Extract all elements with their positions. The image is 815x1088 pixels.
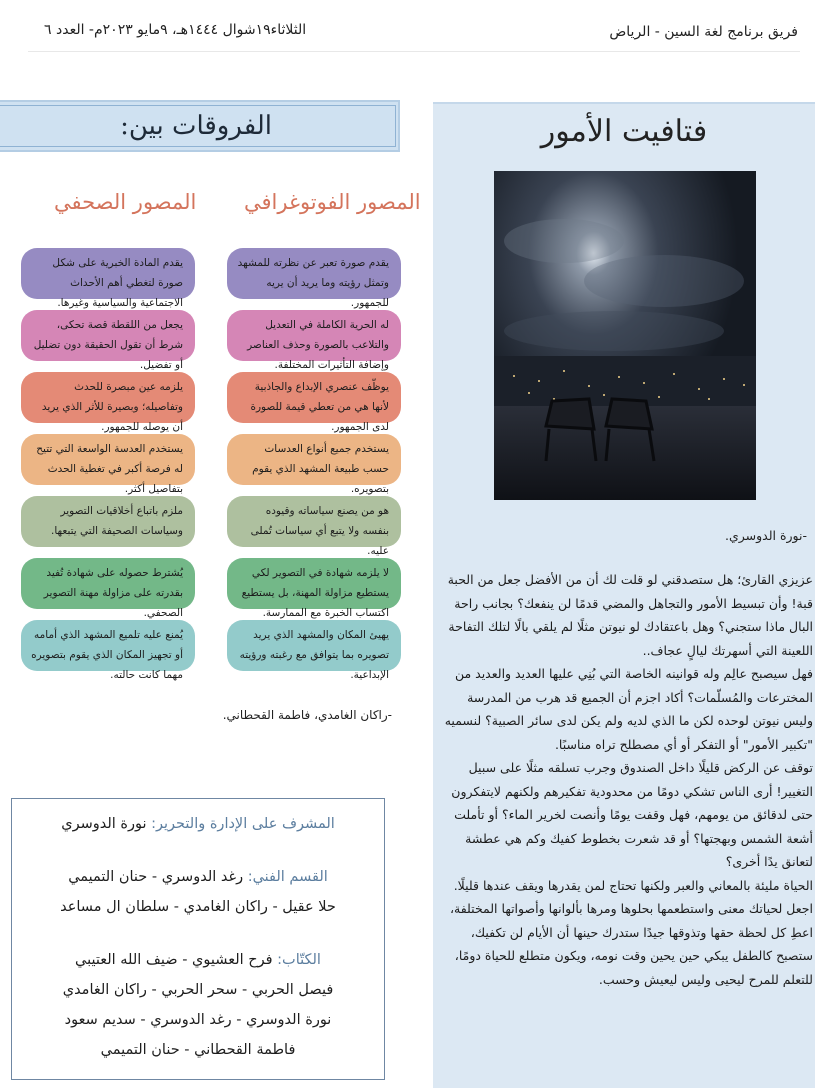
supervisor-name: نورة الدوسري [61,816,147,832]
photographer-point: هو من يصنع سياساته وقيوده بنفسه ولا يتبع أي سياسات تُملى عليه. [227,496,401,547]
photojournalist-point: يُمنع عليه تلميع المشهد الذي أمامه أو تجهيز المكان الذي يقوم بتصويره مهما كانت حالته. [21,620,195,671]
comparison-banner [0,100,400,152]
article-paragraph: الحياة مليئة بالمعاني والعبر ولكنها تحتاج لمن يقدرها ويقف عندها قليلًا. [453,877,813,893]
supervisor-role: المشرف على الإدارة والتحرير: [151,816,335,832]
photographer-point: يقدم صورة تعبر عن نظرته للمشهد وتمثل رؤيته وما يريد أن يريه للجمهور. [227,248,401,299]
team-name: فريق برنامج لغة السين - الرياض [609,24,798,40]
supervisor-line [12,809,384,839]
night-sky-photo [494,171,756,500]
article-paragraph: اجعل لحياتك معنى واستطعمها بحلوها ومرها بألوانها وأصواتها المختلفة، اعطِ كل لحظة حقها وتذوقها جيدًا ستدرك حينها أن الأيام لن تكفيك، ستصبح كالطفل يبكي حين يحين وقت نومه، ويكون متطلع للحياة دومًا، للتعلم للمرح ليحيى وليس ليعيش وحسب. [449,901,813,987]
tech-names-2: حلا عقيل - راكان الغامدي - سلطان ال مساعد [60,899,336,915]
writers-role: الكتّاب: [277,952,321,968]
comparison-title: الفروقات بين: [120,111,272,141]
writers-names-2: فيصل الحربي - سحر الحربي - راكان الغامدي [62,982,334,998]
article-paragraph: عزيزي القارئ؛ هل ستصدقني لو قلت لك أن من الأفضل جعل من الحبة قبة! وأن تبسيط الأمور والتجاهل والمضي قدمًا لن ينفعك؟ بجانب راحة البال ماذا ستجني؟ وهل باعتقادك لو نيوتن مثلًا لم يلقي بالًا لتلك التفاحة اللعينة التي أسهرتك ليالٍ عجاف.. [447,572,813,658]
photographer-point: يهيئ المكان والمشهد الذي يريد تصويره بما يتوافق مع رغبته ورؤيته الإبداعية. [227,620,401,671]
photojournalist-point: يقدم المادة الخبرية على شكل صورة لتغطي أهم الأحداث الاجتماعية والسياسية وغيرها. [21,248,195,299]
photojournalist-point: يستخدم العدسة الواسعة التي تتيح له فرصة أكبر في تغطية الحدث بتفاصيل أكثر. [21,434,195,485]
writers-names-3: نورة الدوسري - رغد الدوسري - سديم سعود [64,1012,332,1028]
writers-line [12,945,384,975]
photojournalist-point: يجعل من اللقطة قصة تحكى، شرط أن تقول الحقيقة دون تضليل أو تفضيل. [21,310,195,361]
photojournalist-point: ملزم باتباع أخلاقيات التصوير وسياسات الصحيفة التي يتبعها. [21,496,195,547]
staff-box [11,798,385,1080]
tech-line [12,862,384,892]
article-author: -نورة الدوسري. [724,528,807,543]
tech-role: القسم الفني: [247,869,328,885]
issue-date: الثلاثاء١٩شوال ١٤٤٤هـ، ٩مايو ٢٠٢٣م- العدد ٦ [44,22,307,38]
article-paragraph: فهل سيصبح عالِم وله قوانينه الخاصة التي بُنِي عليها العديد والعديد من المخترعات والمُسلّمات؟ أكاد اجزم أن الجميع قد هرب من المدرسة وليس نيوتن لوحده لكن ما الذي لديه ولم يكن لدى سائر الصبية؟ لنسميه "تكبير الأمور" أو التفكر أو أي مصطلح تراه مناسبًا. [444,666,813,752]
writers-names: فرح العشيوي - ضيف الله العتيبي [75,952,273,968]
article-panel [433,102,815,1088]
photographer-point: يستخدم جميع أنواع العدسات حسب طبيعة المشهد الذي يقوم بتصويره. [227,434,401,485]
article-paragraph: توقف عن الركض قليلًا داخل الصندوق وجرب تسلقه مثلًا على سبيل التغيير! أرى الناس تشكي دومًا من محدودية تفكيرهم ولكنهم لايتفكرون حتى لدقائق من يومهم، فهل وقفت يومًا وأنصت لخرير الماء؟ أو تأملت أشعة الشمس وبهجتها؟ أو قد شعرت بخطوط كفيك وكم هي عطشة لتعانق يدًا أخرى؟ [451,760,813,869]
photojournalist-point: يُشترط حصوله على شهادة تُفيد بقدرته على مزاولة مهنة التصوير الصحفي. [21,558,195,609]
photographer-point: يوظّف عنصري الإبداع والجاذبية لأنها هي من تعطي قيمة للصورة لدى الجمهور. [227,372,401,423]
article-body [435,568,813,991]
comparison-credit: -راكان الغامدي، فاطمة القحطاني. [222,708,392,722]
photojournalist-heading: المصور الصحفي [54,190,197,214]
article-title: فتافيت الأمور [540,114,708,149]
tech-names: رغد الدوسري - حنان التميمي [68,869,244,885]
photojournalist-point: يلزمه عين مبصرة للحدث وتفاصيله؛ وبصيرة للأثر الذي يريد أن يوصله للجمهور. [21,372,195,423]
page-header [28,18,800,52]
writers-names-4: فاطمة القحطاني - حنان التميمي [100,1042,296,1058]
photographer-heading: المصور الفوتوغرافي [244,190,421,214]
photographer-point: له الحرية الكاملة في التعديل والتلاعب بالصورة وحذف العناصر وإضافة التأثيرات المختلفة. [227,310,401,361]
article-photo [494,171,756,500]
photographer-point: لا يلزمه شهادة في التصوير لكي يستطيع مزاولة المهنة، بل يستطيع اكتساب الخبرة مع الممارسة. [227,558,401,609]
